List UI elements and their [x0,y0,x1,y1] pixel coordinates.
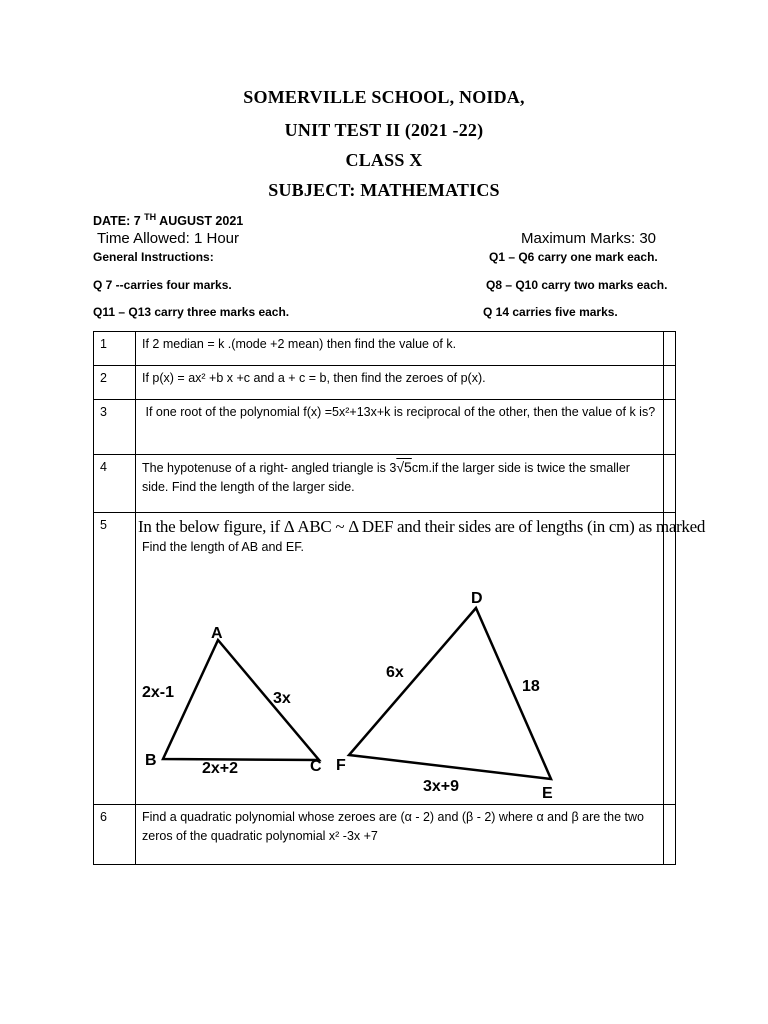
question-text: If p(x) = ax² +b x +c and a + c = b, then find the zeroes of p(x). [136,366,664,400]
question-number: 2 [94,366,136,400]
table-row [94,805,676,865]
side-df: 6x [386,664,404,681]
table-row [94,366,676,400]
marks-cell [664,366,676,400]
marks-cell [664,400,676,455]
question-number: 4 [94,455,136,513]
test-title: UNIT TEST II (2021 -22) [284,120,484,140]
side-de: 18 [522,678,540,695]
question-text: If 2 median = k .(mode +2 mean) then find the value of k. [136,332,664,366]
side-ab: 2x-1 [142,684,175,701]
side-bc: 2x+2 [202,760,239,777]
label-b: B [145,752,157,769]
label-a: A [211,625,223,642]
q5-heading: In the below figure, if Δ ABC ~ Δ DEF and their sides are of lengths (in cm) as marked [138,517,706,536]
table-row [94,332,676,366]
table-row [94,513,676,805]
marks-cell [664,455,676,513]
time-allowed: Time Allowed: 1 Hour [97,230,240,247]
question-text: Find a quadratic polynomial whose zeroes are (α - 2) and (β - 2) where α and β are the two zeros of the quadratic polynomial x² -3x +7 [136,805,664,865]
side-ac: 3x [273,690,291,707]
instr-q11-q13: Q11 – Q13 carry three marks each. [93,305,290,319]
table-row [94,455,676,513]
table-row [94,400,676,455]
question-number: 6 [94,805,136,865]
label-e: E [542,785,553,802]
q4-text-post: cm.if the larger side is twice the smaller side. Find the length of the larger side. [142,461,630,494]
sqrt-symbol: √5 [396,459,412,475]
side-fe: 3x+9 [423,778,460,795]
label-f: F [336,757,346,774]
max-marks-label: Maximum Marks: [521,230,640,247]
triangle-abc [163,640,319,760]
date-prefix: DATE: 7 [93,214,145,229]
marks-cell [664,805,676,865]
question-text [136,513,706,805]
question-number: 3 [94,400,136,455]
question-text [136,455,664,513]
instr-q7: Q 7 --carries four marks. [93,278,232,292]
date-line [93,212,243,228]
instr-q8-q10: Q8 – Q10 carry two marks each. [486,278,668,292]
q4-text-pre: The hypotenuse of a right- angled triangle is 3 [142,461,397,475]
class-title: CLASS X [345,150,423,170]
questions-table [93,331,706,865]
date-suffix: AUGUST 2021 [156,214,244,229]
general-instructions: General Instructions: [93,250,214,264]
max-marks-value: 30 [639,230,657,247]
question-number: 5 [94,513,136,805]
subject-title: SUBJECT: MATHEMATICS [268,180,500,200]
marks-cell [664,513,676,805]
question-number: 1 [94,332,136,366]
question-text: If one root of the polynomial f(x) =5x²+13x+k is reciprocal of the other, then the value of k is? [136,400,664,455]
date-sup: TH [144,212,157,222]
similar-triangles-figure [136,557,661,802]
marks-cell [664,332,676,366]
triangle-def [349,608,551,779]
label-d: D [471,590,483,607]
maximum-marks [521,230,656,247]
q5-text: Find the length of AB and EF. [142,540,304,554]
instr-q1-q6: Q1 – Q6 carry one mark each. [489,250,658,264]
label-c: C [310,758,322,775]
instr-q14: Q 14 carries five marks. [483,305,618,319]
school-name: SOMERVILLE SCHOOL, NOIDA, [243,87,525,107]
